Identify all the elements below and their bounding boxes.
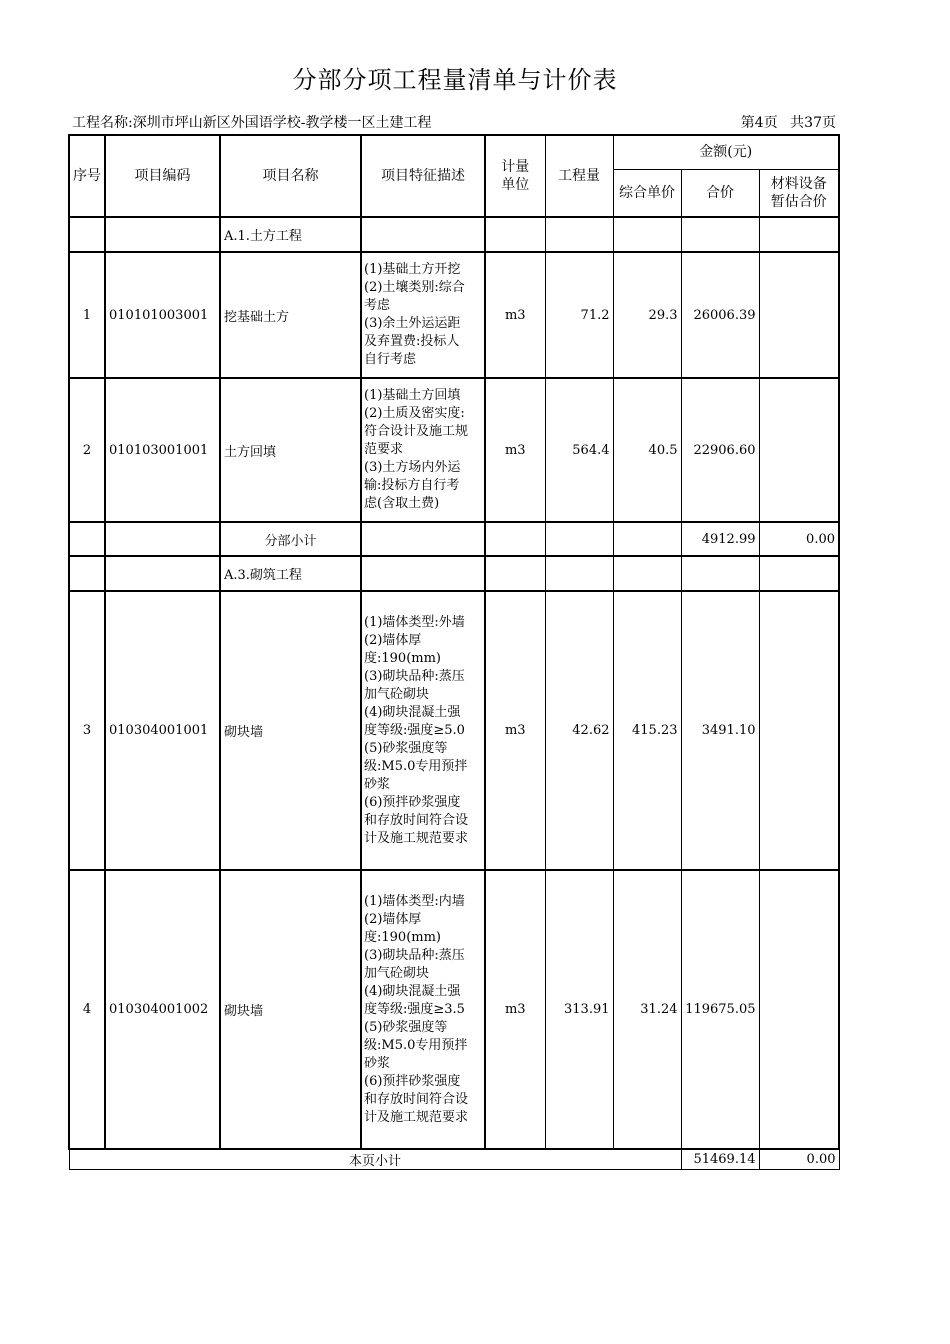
item-unit: m3 [485,870,545,1149]
bill-of-quantities-table [68,134,840,1170]
item-features: (1)基础土方开挖 (2)土壤类别:综合 考虑 (3)余土外运运距 及弃置费:投标人 自行考虑 [361,252,485,378]
item-unit: m3 [485,591,545,870]
item-name: 挖基础土方 [220,252,361,378]
header-amount: 金额(元) [613,135,839,169]
table-row [69,252,839,378]
table-row [69,591,839,870]
item-name: 土方回填 [220,378,361,522]
item-unit-price: 31.24 [613,870,681,1149]
page-number: 第4页 [740,115,778,131]
subtotal-material: 0.00 [759,522,839,556]
item-total: 3491.10 [681,591,759,870]
table-row [69,870,839,1149]
page-subtotal-label: 本页小计 [69,1149,681,1170]
item-features: (1)墙体类型:外墙 (2)墙体厚 度:190(mm) (3)砌块品种:蒸压 加气砼砌块 (4)砌块混凝土强 度等级:强度≥5.0 (5)砂浆强度等 级:M5.0专用预拌 砂浆 (6)预拌砂浆强度 和存放时间符合设 计及施工规范要求 [361,591,485,870]
item-seq: 1 [69,252,105,378]
section-row [69,217,839,252]
item-material [759,870,839,1149]
section-row [69,556,839,591]
header-unit-price: 综合单价 [613,169,681,217]
section-title: A.3.砌筑工程 [220,556,361,591]
item-code: 010103001001 [105,378,220,522]
item-qty: 564.4 [545,378,613,522]
item-code: 010304001001 [105,591,220,870]
page-subtotal-material: 0.00 [759,1149,839,1170]
item-material [759,591,839,870]
item-code: 010101003001 [105,252,220,378]
item-total: 22906.60 [681,378,759,522]
item-unit: m3 [485,378,545,522]
subtotal-row [69,522,839,556]
item-unit-price: 40.5 [613,378,681,522]
item-name: 砌块墙 [220,870,361,1149]
header-feature: 项目特征描述 [361,135,485,217]
page-subtotal-row [69,1149,839,1170]
page-subtotal-total: 51469.14 [681,1149,759,1170]
table-row [69,378,839,522]
item-material [759,252,839,378]
item-features: (1)基础土方回填 (2)土质及密实度: 符合设计及施工规 范要求 (3)土方场内外运 输:投标方自行考 虑(含取土费) [361,378,485,522]
item-code: 010304001002 [105,870,220,1149]
item-qty: 71.2 [545,252,613,378]
item-total: 26006.39 [681,252,759,378]
item-material [759,378,839,522]
document-meta [72,112,838,132]
header-total: 合价 [681,169,759,217]
page-title: 分部分项工程量清单与计价表 [292,66,618,94]
header-qty: 工程量 [545,135,613,217]
header-code: 项目编码 [105,135,220,217]
header-seq: 序号 [69,135,105,217]
header-unit: 计量单位 [485,135,545,217]
item-unit: m3 [485,252,545,378]
item-qty: 313.91 [545,870,613,1149]
item-name: 砌块墙 [220,591,361,870]
section-title: A.1.土方工程 [220,217,361,252]
header-material: 材料设备暂估合价 [759,169,839,217]
item-unit-price: 415.23 [613,591,681,870]
page-total: 共37页 [790,115,836,131]
item-unit-price: 29.3 [613,252,681,378]
item-features: (1)墙体类型:内墙 (2)墙体厚 度:190(mm) (3)砌块品种:蒸压 加气砼砌块 (4)砌块混凝土强 度等级:强度≥3.5 (5)砂浆强度等 级:M5.0专用预拌 砂浆 (6)预拌砂浆强度 和存放时间符合设 计及施工规范要求 [361,870,485,1149]
page-indicator [741,112,836,132]
project-name: 工程名称:深圳市坪山新区外国语学校-教学楼一区土建工程 [72,115,432,131]
subtotal-label: 分部小计 [220,522,361,556]
header-name: 项目名称 [220,135,361,217]
subtotal-total: 4912.99 [681,522,759,556]
item-qty: 42.62 [545,591,613,870]
item-seq: 3 [69,591,105,870]
item-total: 119675.05 [681,870,759,1149]
item-seq: 2 [69,378,105,522]
item-seq: 4 [69,870,105,1149]
